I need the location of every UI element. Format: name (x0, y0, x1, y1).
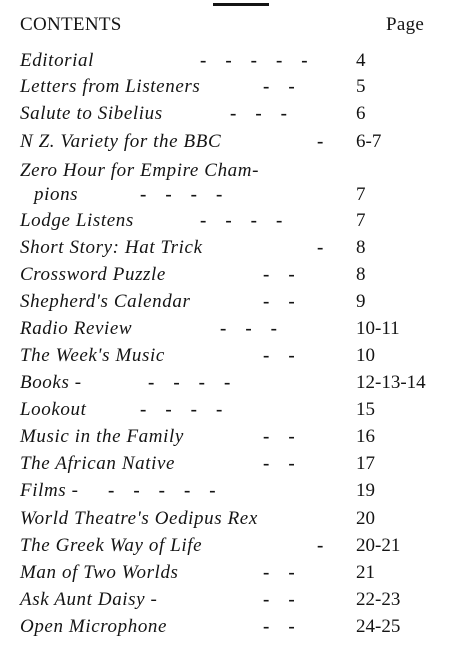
entry-title: The Week's Music (20, 345, 165, 366)
leader-dashes: - - (263, 291, 295, 312)
toc-entry (0, 131, 453, 157)
toc-entry (0, 508, 453, 534)
entry-title: Lodge Listens (20, 210, 134, 231)
toc-entry (0, 372, 453, 398)
leader-dashes: - - (263, 562, 295, 583)
contents-heading: CONTENTS (20, 14, 122, 35)
leader-dashes: - (317, 237, 324, 258)
leader-dashes: - - (263, 345, 295, 366)
leader-dashes: - - (263, 616, 295, 637)
page-number: 21 (356, 562, 375, 583)
page-number: 4 (356, 50, 366, 71)
page-number: 16 (356, 426, 375, 447)
toc-entry (0, 399, 453, 425)
entry-title: Editorial (20, 50, 95, 71)
entry-title: Lookout (20, 399, 87, 420)
leader-dashes: - (317, 131, 324, 152)
entry-title: Ask Aunt Daisy - (20, 589, 158, 610)
top-rule (213, 3, 269, 6)
entry-title: Radio Review (20, 318, 133, 339)
entry-title: Short Story: Hat Trick (20, 237, 203, 258)
page-column-heading: Page (386, 14, 425, 35)
leader-dashes: - - (263, 426, 295, 447)
leader-dashes: - - - - (148, 372, 231, 393)
entry-title: Music in the Family (20, 426, 184, 447)
toc-entry (0, 535, 453, 561)
leader-dashes: - - - - (140, 399, 223, 420)
page-number: 9 (356, 291, 366, 312)
toc-entry (0, 453, 453, 479)
toc-entry (0, 562, 453, 588)
toc-entry (0, 210, 453, 236)
toc-entry (0, 237, 453, 263)
page-number: 12-13-14 (356, 372, 426, 393)
page-number: 10-11 (356, 318, 400, 339)
page-number: 20 (356, 508, 375, 529)
leader-dashes: - (317, 535, 324, 556)
entry-title: Letters from Listeners (20, 76, 201, 97)
page-number: 15 (356, 399, 375, 420)
toc-entry (0, 76, 453, 102)
page-number: 22-23 (356, 589, 401, 610)
leader-dashes: - - - (230, 103, 287, 124)
leader-dashes: - - - - - (108, 480, 216, 501)
leader-dashes: - - - (220, 318, 277, 339)
page-number: 24-25 (356, 616, 401, 637)
toc-entry (0, 318, 453, 344)
leader-dashes: - - - - (200, 210, 283, 231)
leader-dashes: - - (263, 589, 295, 610)
page-number: 20-21 (356, 535, 401, 556)
page-number: 7 (356, 184, 366, 205)
entry-title: Man of Two Worlds (20, 562, 179, 583)
toc-entry (0, 589, 453, 615)
entry-title: N Z. Variety for the BBC (20, 131, 222, 152)
leader-dashes: - - (263, 76, 295, 97)
entry-title: Crossword Puzzle (20, 264, 166, 285)
leader-dashes: - - - - - (200, 50, 308, 71)
leader-dashes: - - (263, 264, 295, 285)
entry-title-continued: pions (34, 184, 79, 205)
leader-dashes: - - - - (140, 184, 223, 205)
entry-title: The Greek Way of Life (20, 535, 203, 556)
page-number: 19 (356, 480, 375, 501)
toc-entry (0, 616, 453, 642)
page-number: 8 (356, 237, 366, 258)
page-number: 17 (356, 453, 375, 474)
page-number: 8 (356, 264, 366, 285)
entry-title: World Theatre's Oedipus Rex (20, 508, 258, 529)
entry-title: Shepherd's Calendar (20, 291, 191, 312)
toc-entry (0, 103, 453, 129)
entry-title: Zero Hour for Empire Cham- (20, 160, 260, 181)
toc-entry (0, 50, 453, 76)
page-number: 5 (356, 76, 366, 97)
entry-title: Open Microphone (20, 616, 168, 637)
entry-title: Films - (20, 480, 79, 501)
toc-entry (0, 264, 453, 290)
toc-entry (0, 291, 453, 317)
toc-entry (0, 160, 453, 205)
toc-entry (0, 345, 453, 371)
page-number: 6 (356, 103, 366, 124)
page-number: 10 (356, 345, 375, 366)
entry-title: Books - (20, 372, 82, 393)
entry-title: The African Native (20, 453, 176, 474)
toc-entry (0, 480, 453, 506)
toc-entry (0, 426, 453, 452)
leader-dashes: - - (263, 453, 295, 474)
page-number: 6-7 (356, 131, 382, 152)
entry-title: Salute to Sibelius (20, 103, 163, 124)
page-number: 7 (356, 210, 366, 231)
